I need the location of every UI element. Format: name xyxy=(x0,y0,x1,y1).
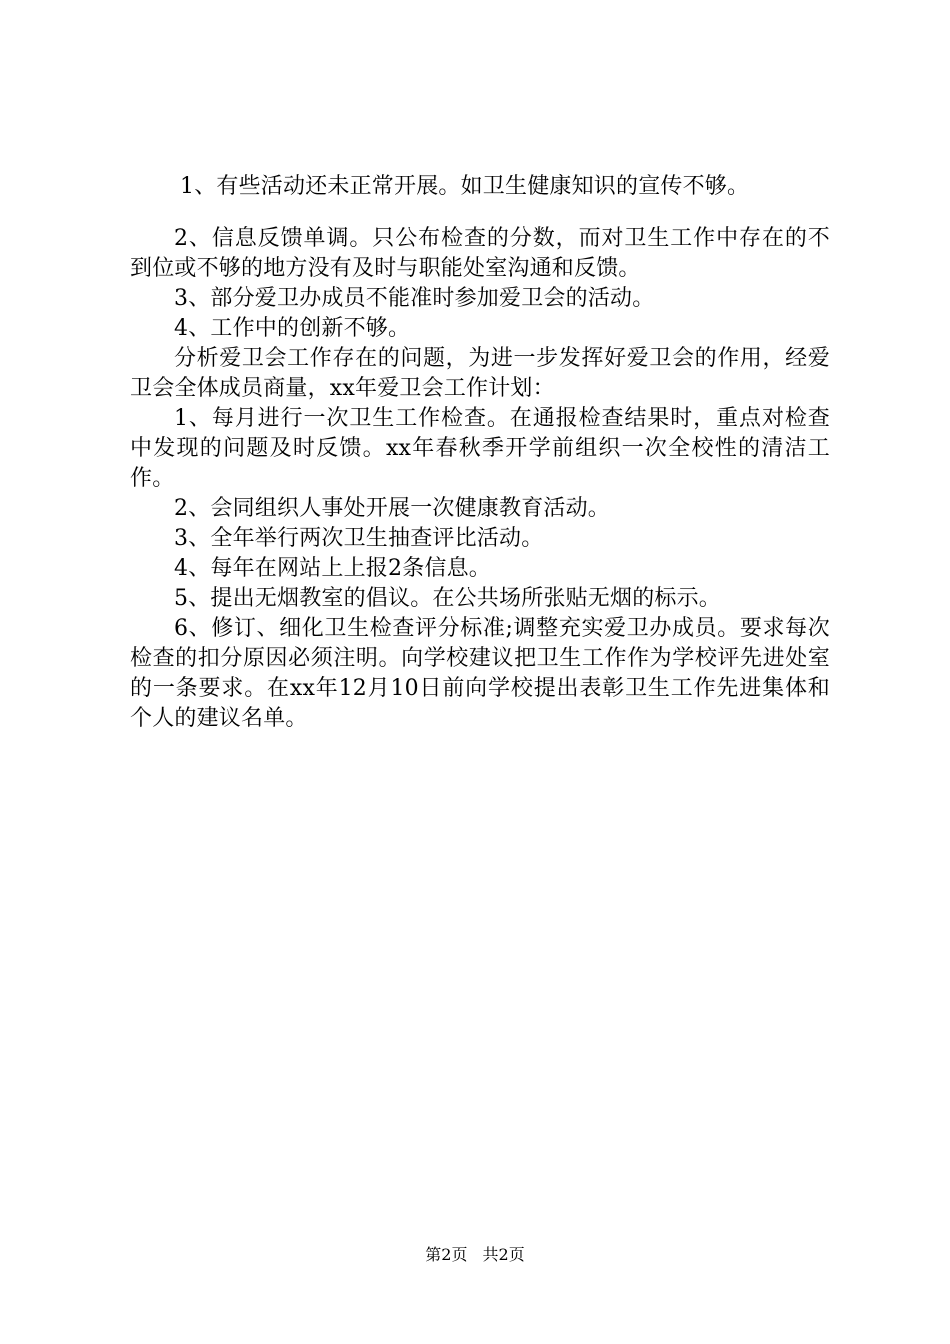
paragraph: 2、信息反馈单调。只公布检查的分数，而对卫生工作中存在的不到位或不够的地方没有及时与职能处室沟通和反馈。 xyxy=(130,226,830,281)
paragraph: 6、修订、细化卫生检查评分标准;调整充实爱卫办成员。要求每次检查的扣分原因必须注明。向学校建议把卫生工作作为学校评先进处室的一条要求。在xx年12月10日前向学校提出表彰卫生工作先进集体和个人的建议名单。 xyxy=(130,616,830,731)
paragraph: 2、会同组织人事处开展一次健康教育活动。 xyxy=(174,496,610,521)
paragraph: 1、有些活动还未正常开展。如卫生健康知识的宣传不够。 xyxy=(180,174,750,199)
paragraph: 4、工作中的创新不够。 xyxy=(174,316,411,341)
paragraph: 4、每年在网站上上报2条信息。 xyxy=(174,556,491,581)
paragraph: 3、部分爱卫办成员不能准时参加爱卫会的活动。 xyxy=(174,286,655,311)
paragraph: 5、提出无烟教室的倡议。在公共场所张贴无烟的标示。 xyxy=(174,586,721,611)
page-number: 第2页 xyxy=(425,1245,468,1264)
page-footer xyxy=(0,1244,950,1266)
paragraph: 3、全年举行两次卫生抽查评比活动。 xyxy=(174,526,544,551)
document-body xyxy=(130,172,830,734)
paragraph: 1、每月进行一次卫生工作检查。在通报检查结果时，重点对检查中发现的问题及时反馈。xx年春秋季开学前组织一次全校性的清洁工作。 xyxy=(130,406,830,491)
page-total: 共2页 xyxy=(482,1245,525,1264)
paragraph: 分析爱卫会工作存在的问题，为进一步发挥好爱卫会的作用，经爱卫会全体成员商量，xx年爱卫会工作计划： xyxy=(130,346,830,401)
